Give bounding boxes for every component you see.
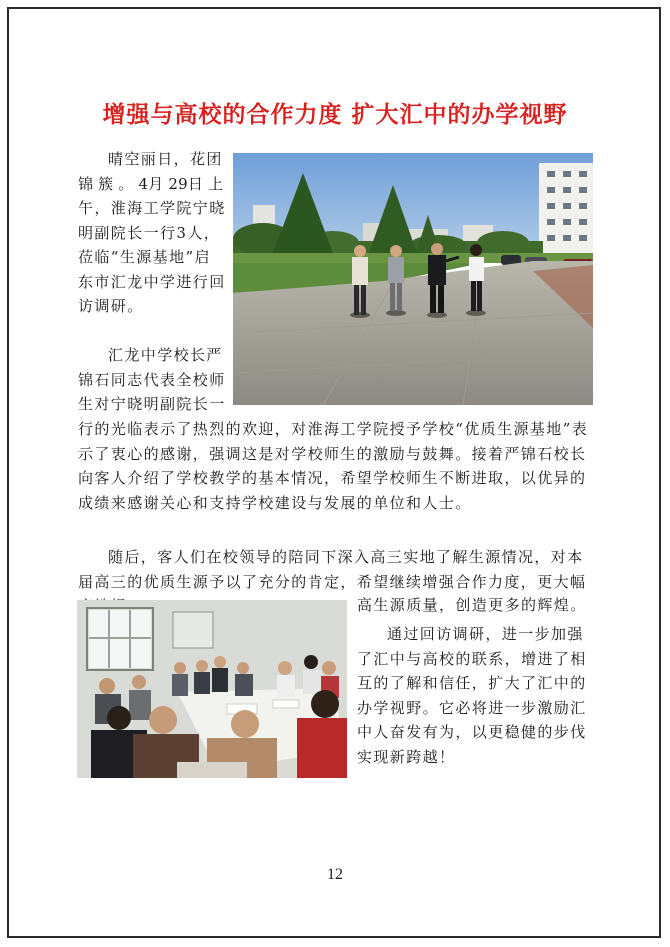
text-line: 访调研。: [78, 297, 144, 315]
text-line: 晴空丽日，花团: [108, 150, 223, 168]
text-line: 明副院长一行3人，: [78, 223, 221, 242]
paragraph-3: 随后，客人们在校领导的陪同下深入高三实地了解生源情况，对本届高三的优质生源予以了充分的肯定，希望继续增强合作力度，更大幅: [78, 548, 587, 591]
paragraph-2-body: 行的光临表示了热烈的欢迎，对淮海工学院授予学校“优质生源基地”表示了衷心的感谢，强调这是对学校师生的激励与鼓舞。接着严锦石校长向客人介绍了学校教学的基本情况，希望学校师生不断进取，以优异的成绩来感谢关心和支持学校建设与发展的单位和人士。: [78, 420, 589, 512]
text-line: 莅临“生源基地”启: [78, 248, 211, 266]
paragraph-4: 通过回访调研，进一步加强了汇中与高校的联系，增进了相互的了解和信任，扩大了汇中的办学视野。它必将进一步激励汇中人奋发有为，以更稳健的步伐实现新跨越！: [357, 625, 587, 766]
campus-visit-photo: [233, 153, 593, 405]
text-line: 午，淮海工学院宁晓: [78, 199, 226, 217]
paragraph-1: [78, 147, 228, 319]
paragraph-3-tail: 高生源质量，创造更多的辉煌。: [357, 596, 587, 614]
page-number: 12: [327, 866, 343, 883]
text-line: 汇龙中学校长严: [108, 346, 223, 364]
paragraph-2-lead: [78, 343, 228, 417]
meeting-photo: [77, 600, 347, 778]
text-line: 锦 簇 。 4月 29日 上: [78, 174, 224, 193]
article-title: 增强与高校的合作力度 扩大汇中的办学视野: [102, 102, 568, 128]
text-line: 东市汇龙中学进行回: [78, 272, 226, 291]
text-line: 锦石同志代表全校师: [78, 370, 226, 389]
text-line: 生对宁晓明副院长一: [78, 395, 226, 413]
